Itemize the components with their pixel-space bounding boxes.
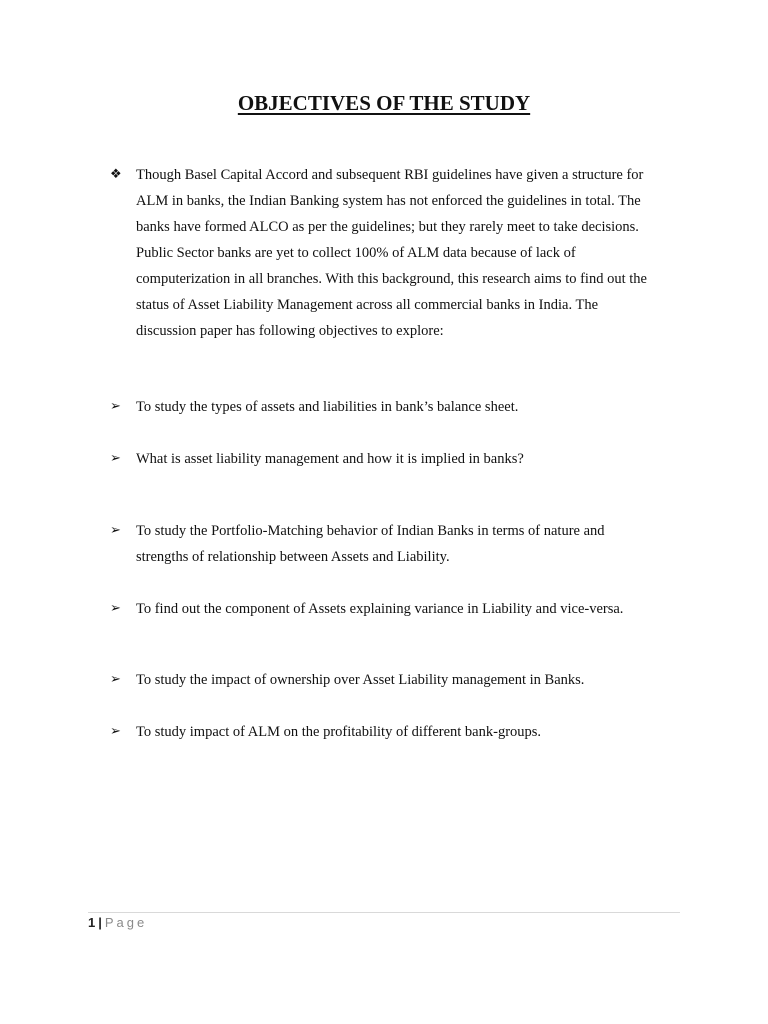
footer-separator: | bbox=[98, 915, 102, 930]
intro-line: Though Basel Capital Accord and subsequent RBI guidelines have given a structure for bbox=[136, 167, 644, 183]
intro-line: discussion paper has following objectives to explore: bbox=[136, 323, 444, 339]
page-title-text: OBJECTIVES OF THE STUDY bbox=[237, 91, 531, 115]
objective-item bbox=[110, 446, 710, 472]
objective-item bbox=[110, 719, 710, 745]
intro-line: ALM in banks, the Indian Banking system has not enforced the guidelines in total. The bbox=[136, 193, 641, 209]
page-number: 1 bbox=[88, 915, 96, 930]
objective-text: To study the impact of ownership over Asset Liability management in Banks. bbox=[136, 672, 585, 688]
arrow-bullet-icon: ➢ bbox=[110, 451, 121, 466]
intro-line: banks have formed ALCO as per the guidelines; but they rarely meet to take decisions. bbox=[136, 219, 639, 235]
page-label: Page bbox=[104, 915, 148, 930]
objective-item bbox=[110, 596, 710, 622]
arrow-bullet-icon: ➢ bbox=[110, 724, 121, 739]
arrow-bullet-icon: ➢ bbox=[110, 399, 121, 414]
objective-item bbox=[110, 518, 710, 570]
page-footer bbox=[88, 913, 147, 933]
objective-text: strengths of relationship between Assets and Liability. bbox=[136, 549, 450, 565]
arrow-bullet-icon: ➢ bbox=[110, 601, 121, 616]
intro-paragraph bbox=[110, 162, 710, 344]
intro-line: computerization in all branches. With this background, this research aims to find out the bbox=[136, 271, 647, 287]
footer-divider bbox=[88, 912, 680, 913]
objective-text: To study the Portfolio-Matching behavior of Indian Banks in terms of nature and bbox=[136, 523, 605, 539]
objective-text: To study impact of ALM on the profitability of different bank-groups. bbox=[136, 724, 542, 740]
page-title bbox=[0, 89, 768, 117]
intro-line: status of Asset Liability Management across all commercial banks in India. The bbox=[136, 297, 599, 313]
objective-item bbox=[110, 667, 710, 693]
objective-text: To study the types of assets and liabilities in bank’s balance sheet. bbox=[136, 399, 519, 415]
arrow-bullet-icon: ➢ bbox=[110, 672, 121, 687]
diamond-bullet-icon: ❖ bbox=[110, 167, 122, 182]
objective-text: To find out the component of Assets explaining variance in Liability and vice-versa. bbox=[136, 601, 624, 617]
intro-line: Public Sector banks are yet to collect 100% of ALM data because of lack of bbox=[136, 245, 576, 261]
objective-text: What is asset liability management and how it is implied in banks? bbox=[136, 451, 524, 467]
arrow-bullet-icon: ➢ bbox=[110, 523, 121, 538]
objective-item bbox=[110, 394, 710, 420]
